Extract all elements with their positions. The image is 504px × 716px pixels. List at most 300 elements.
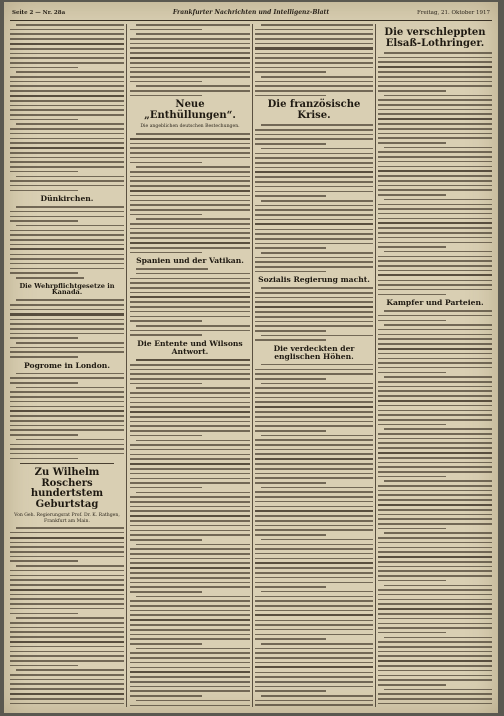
text-line [255, 339, 326, 341]
text-line [130, 473, 250, 475]
text-line [255, 629, 373, 631]
text-line [255, 138, 373, 140]
text-line [136, 359, 250, 361]
text-line [378, 414, 492, 416]
text-line [16, 206, 124, 208]
text-line [136, 492, 250, 494]
text-line [255, 378, 326, 380]
text-line [130, 586, 250, 588]
text-line [255, 501, 373, 503]
text-line [10, 258, 124, 260]
text-line [10, 304, 124, 306]
text-line [255, 510, 373, 512]
text-line [130, 392, 250, 394]
text-line [255, 401, 373, 403]
text-line [130, 525, 250, 527]
text-line [378, 613, 492, 615]
text-line [255, 449, 373, 451]
text-line [130, 171, 250, 173]
text-line [130, 444, 250, 446]
text-line [10, 646, 124, 648]
text-line [10, 401, 124, 403]
text-line [130, 147, 250, 149]
text-line [255, 496, 373, 498]
text-line [378, 213, 492, 215]
text-line [384, 376, 492, 378]
text-line [255, 482, 326, 484]
text-line [378, 603, 492, 605]
text-line [130, 671, 250, 673]
text-line [10, 211, 124, 213]
text-line [10, 105, 124, 107]
text-line [136, 166, 250, 168]
text-line [16, 373, 124, 375]
text-line [130, 534, 250, 536]
text-line [16, 527, 124, 529]
text-line [10, 90, 124, 92]
text-line [136, 544, 250, 546]
text-line [255, 544, 373, 546]
text-line [255, 458, 373, 460]
text-line [378, 372, 446, 374]
text-line [130, 402, 250, 404]
text-line [378, 358, 492, 360]
text-line [130, 468, 250, 470]
text-line [378, 499, 492, 501]
text-line [261, 24, 373, 26]
text-line [378, 170, 492, 172]
text-line [16, 617, 124, 619]
text-line [378, 646, 492, 648]
text-line [130, 605, 250, 607]
text-line [255, 153, 373, 155]
text-line [10, 594, 124, 596]
text-line [10, 313, 124, 315]
text-line [255, 257, 373, 259]
text-line [255, 681, 373, 683]
text-line [10, 268, 124, 270]
text-line [130, 330, 250, 332]
text-line [378, 218, 492, 220]
text-line [130, 301, 250, 303]
text-line [130, 496, 250, 498]
text-line [378, 442, 492, 444]
text-line [10, 248, 124, 250]
text-line [255, 171, 373, 173]
text-line [378, 433, 492, 435]
text-line [378, 570, 492, 572]
text-line [130, 430, 250, 432]
text-line [255, 411, 373, 413]
text-line [130, 373, 250, 375]
text-line [255, 223, 373, 225]
text-line [136, 85, 250, 87]
text-line [130, 624, 250, 626]
text-line [255, 157, 373, 159]
text-line [10, 272, 78, 274]
text-line [130, 228, 250, 230]
text-line [255, 567, 373, 569]
text-line [130, 200, 250, 202]
text-line [378, 523, 492, 525]
text-line [10, 67, 78, 69]
text-line [378, 175, 492, 177]
text-line [378, 57, 492, 59]
text-line [130, 47, 250, 49]
text-line [10, 152, 124, 154]
text-line [255, 247, 326, 249]
text-line [378, 509, 492, 511]
text-line [130, 180, 250, 182]
text-line [378, 471, 492, 473]
text-line [255, 316, 373, 318]
text-line [10, 333, 124, 335]
text-line [130, 478, 250, 480]
text-line [378, 589, 492, 591]
text-line [255, 416, 373, 418]
article-body [10, 206, 124, 278]
text-line [10, 603, 124, 605]
text-line [378, 343, 492, 345]
article-heading: Kampfer und Parteien. [386, 298, 484, 308]
text-line [130, 421, 250, 423]
text-line [255, 586, 326, 588]
text-line [10, 244, 124, 246]
text-line [255, 325, 373, 327]
article-body [255, 364, 373, 707]
text-line [130, 237, 250, 239]
text-line [378, 367, 492, 369]
text-line [136, 700, 250, 702]
text-line [10, 674, 124, 676]
text-line [10, 627, 124, 629]
text-line [130, 242, 250, 244]
text-line [255, 600, 373, 602]
text-line [378, 561, 492, 563]
text-line [136, 24, 250, 26]
article-body [255, 124, 373, 272]
text-line [10, 216, 124, 218]
text-line [255, 439, 373, 441]
text-line [130, 296, 250, 298]
text-line [384, 52, 492, 54]
text-line [130, 176, 250, 178]
text-line [136, 325, 250, 327]
text-line [130, 369, 250, 371]
text-line [10, 29, 124, 31]
text-line [255, 638, 326, 640]
text-line [255, 301, 373, 303]
text-line [378, 419, 492, 421]
text-line [378, 81, 492, 83]
text-line [378, 232, 492, 234]
text-line [10, 434, 78, 436]
text-line [10, 613, 78, 615]
text-line [130, 454, 250, 456]
text-line [10, 693, 124, 695]
text-line [10, 62, 124, 64]
article-heading: Pogrome in London. [24, 360, 110, 370]
text-line [255, 548, 373, 550]
text-line [378, 551, 492, 553]
text-line [261, 364, 373, 366]
text-line [130, 548, 250, 550]
text-line [378, 109, 492, 111]
text-line [255, 233, 373, 235]
text-line [261, 435, 373, 437]
text-line [16, 71, 124, 73]
text-line [378, 320, 446, 322]
text-line [136, 218, 250, 220]
text-line [378, 315, 492, 317]
text-line [10, 33, 124, 35]
text-line [378, 675, 492, 677]
text-line [378, 85, 492, 87]
text-line [10, 665, 78, 667]
text-line [255, 205, 373, 207]
text-line [10, 396, 124, 398]
text-line [10, 444, 124, 446]
text-line [378, 679, 492, 681]
text-line [130, 138, 250, 140]
text-line [10, 133, 124, 135]
text-line [10, 81, 124, 83]
text-line [10, 631, 124, 633]
article-body [130, 359, 250, 707]
article-heading: Die Wehrpflichtgesetze in Kanada. [19, 281, 115, 297]
page-header [10, 6, 492, 21]
text-line [10, 453, 124, 455]
text-line [130, 406, 250, 408]
text-line [10, 109, 124, 111]
text-line [10, 230, 124, 232]
text-line [255, 81, 373, 83]
text-line [255, 191, 373, 193]
text-line [384, 480, 492, 482]
text-line [378, 348, 492, 350]
text-line [378, 660, 492, 662]
text-line [255, 292, 373, 294]
text-line [10, 190, 78, 192]
text-line [130, 610, 250, 612]
text-line [378, 237, 492, 239]
text-line [255, 266, 373, 268]
article-heading: Spanien und der Vatikan. [136, 256, 244, 266]
text-line [384, 251, 492, 253]
text-line [130, 311, 250, 313]
text-line [255, 463, 373, 465]
text-line [130, 76, 250, 78]
text-line [255, 53, 373, 55]
text-line [130, 57, 250, 59]
text-line [10, 560, 78, 562]
text-line [130, 71, 250, 73]
text-line [378, 71, 492, 73]
text-line [378, 627, 492, 629]
text-line [255, 297, 373, 299]
article-body [255, 24, 373, 96]
text-line [10, 234, 124, 236]
text-line [130, 591, 202, 593]
text-line [10, 53, 124, 55]
text-line [130, 600, 250, 602]
text-line [378, 390, 492, 392]
text-line [378, 485, 492, 487]
text-line [130, 67, 250, 69]
text-line [378, 542, 492, 544]
text-line [378, 61, 492, 63]
text-line [255, 473, 373, 475]
text-line [378, 462, 492, 464]
text-line [255, 444, 373, 446]
text-line [130, 619, 250, 621]
text-line [10, 323, 124, 325]
text-line [10, 128, 124, 130]
text-line [378, 104, 492, 106]
text-line [130, 553, 250, 555]
text-line [255, 229, 373, 231]
text-line [378, 594, 492, 596]
page-number: Seite 2 — Nr. 28a [12, 10, 66, 16]
text-line [384, 637, 492, 639]
text-line [255, 181, 373, 183]
text-line [378, 566, 492, 568]
text-line [378, 329, 492, 331]
text-line [136, 268, 208, 270]
text-line [255, 572, 373, 574]
text-line [261, 252, 373, 254]
text-line [378, 618, 492, 620]
text-line [10, 448, 124, 450]
text-line [255, 453, 373, 455]
text-line [255, 614, 373, 616]
text-line [255, 676, 373, 678]
text-line [130, 185, 250, 187]
article-subheading: Die angeblichen deutschen Bestechungen. [140, 124, 240, 130]
text-line [16, 123, 124, 125]
text-line [130, 487, 202, 489]
text-line [255, 525, 373, 527]
text-line [130, 287, 250, 289]
text-line [130, 662, 250, 664]
text-line [378, 457, 492, 459]
text-line [255, 553, 373, 555]
text-line [261, 335, 373, 337]
text-line [378, 222, 492, 224]
text-line [378, 260, 492, 262]
text-line [130, 195, 250, 197]
text-line [255, 558, 373, 560]
text-line [378, 137, 492, 139]
divider [20, 463, 114, 464]
text-line [130, 657, 250, 659]
text-line [378, 123, 492, 125]
text-line [378, 334, 492, 336]
article-heading: Die verschleppten Elsaß-Lothringer. [384, 27, 486, 49]
text-line [255, 38, 373, 40]
text-line [130, 162, 202, 164]
text-line [255, 491, 373, 493]
text-line [10, 410, 124, 412]
text-line [255, 657, 373, 659]
text-line [261, 643, 373, 645]
text-line [130, 52, 250, 54]
text-line [130, 157, 250, 159]
text-line [10, 138, 124, 140]
text-line [378, 670, 492, 672]
text-line [130, 681, 250, 683]
text-line [16, 176, 124, 178]
text-line [130, 320, 202, 322]
text-line [10, 420, 124, 422]
text-line [16, 565, 124, 567]
text-line [378, 684, 446, 686]
text-line [136, 133, 250, 135]
article-body [10, 24, 124, 191]
text-line [10, 429, 124, 431]
text-line [130, 95, 202, 97]
text-line [255, 306, 373, 308]
text-line [130, 278, 250, 280]
text-line [378, 466, 492, 468]
text-line [378, 599, 492, 601]
text-line [10, 532, 124, 534]
text-line [384, 324, 492, 326]
text-line [130, 143, 250, 145]
article-body [10, 299, 124, 357]
text-line [10, 239, 124, 241]
text-line [255, 85, 373, 87]
text-line [130, 214, 202, 216]
text-line [255, 95, 326, 97]
text-line [10, 185, 124, 187]
text-line [255, 271, 326, 273]
text-line [130, 530, 250, 532]
text-line [378, 381, 492, 383]
article-heading: Die französische Krise. [267, 99, 361, 121]
text-line [255, 520, 373, 522]
text-line [130, 209, 250, 211]
text-line [130, 501, 250, 503]
text-line [261, 124, 373, 126]
text-line [10, 703, 124, 705]
text-line [16, 387, 124, 389]
text-line [255, 652, 373, 654]
text-line [378, 703, 492, 705]
text-line [378, 194, 446, 196]
text-line [130, 577, 250, 579]
text-line [378, 151, 492, 153]
text-line [136, 387, 250, 389]
issue-date: Freitag, 21. Oktober 1917 [417, 10, 490, 16]
text-line [255, 90, 373, 92]
article-heading: Neue „Enthüllungen“. [144, 99, 236, 121]
text-line [378, 447, 492, 449]
text-line [255, 596, 373, 598]
text-line [261, 76, 373, 78]
text-line [130, 316, 250, 318]
text-line [378, 494, 492, 496]
text-line [130, 152, 250, 154]
text-line [255, 582, 373, 584]
text-line [10, 551, 124, 553]
text-line [255, 425, 373, 427]
text-line [136, 596, 250, 598]
text-line [130, 667, 250, 669]
text-line [255, 672, 373, 674]
text-line [10, 43, 124, 45]
text-line [255, 515, 373, 517]
